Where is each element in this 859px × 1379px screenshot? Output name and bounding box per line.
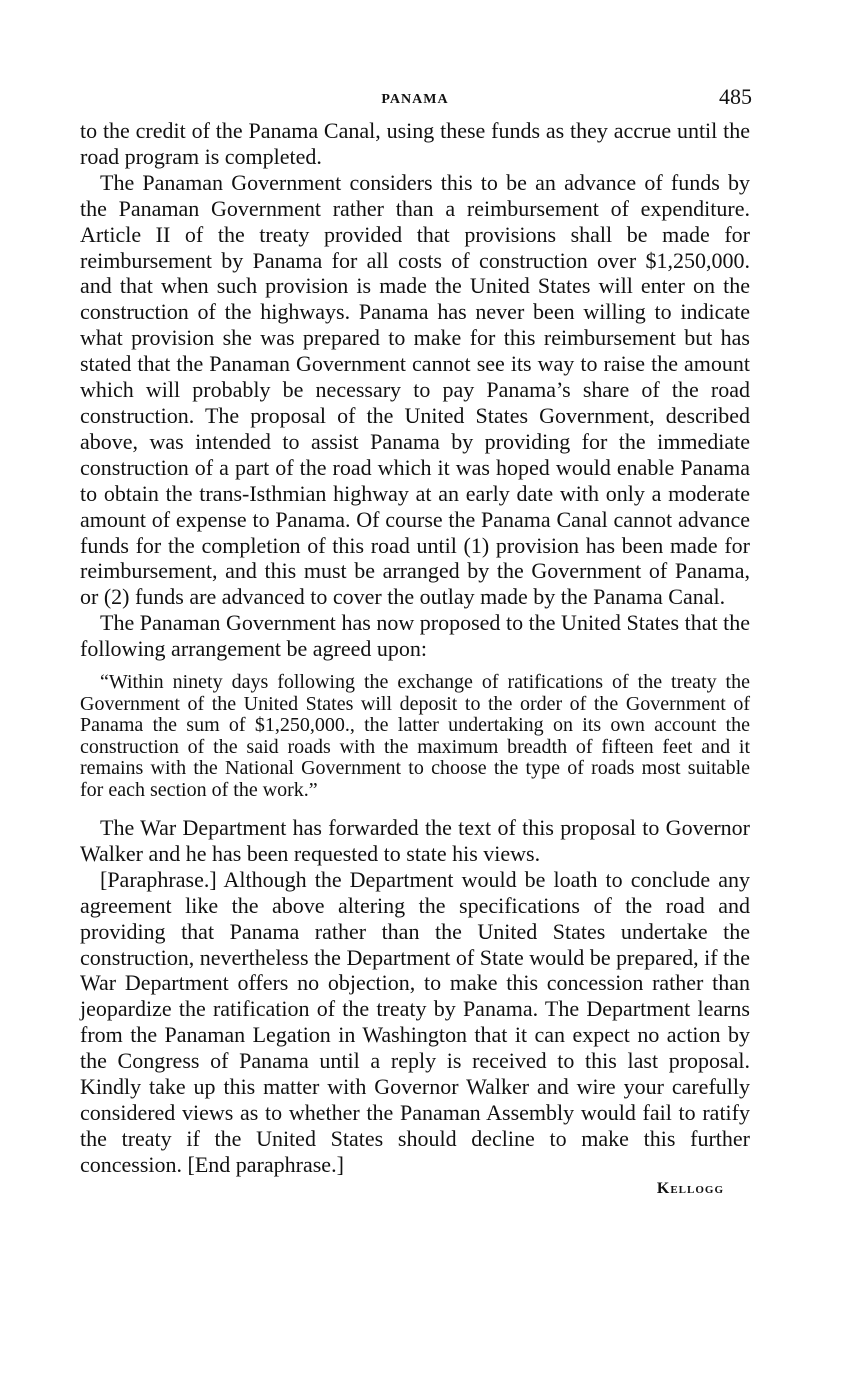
page-number: 485 (719, 84, 752, 109)
paragraph-paraphrase: [Paraphrase.] Although the Department would be loath to conclude any agreement like the above altering the specifications of the road and providing that Panama rather than the United States undertake the construction, nevertheless the Department of State would be prepared, if the War Department offers no objection, to make this concession rather than jeopardize the ratification of the treaty by Panama. The Department learns from the Panaman Legation in Washington that it can expect no action by the Congress of Panama until a reply is received to this last proposal. Kindly take up this matter with Governor Walker and wire your carefully considered views as to whether the Panaman Assembly would fail to ratify the treaty if the United States should decline to make this further concession. [End paraphrase.] (80, 866, 750, 1177)
block-quote-proposal: “Within ninety days following the exchange of ratifications of the treaty the Government of the United States will deposit to the order of the Government of Panama the sum of $1,250,000., the latter undertaking on its own account the construction of the said roads with the maximum breadth of fifteen feet and it remains with the National Government to choose the type of roads most suitable for each section of the work.” (80, 671, 750, 801)
paragraph-reimbursement: The Panaman Government considers this to be an advance of funds by the Panaman Government rather than a reimbursement of expenditure. Article II of the treaty provided that provisions shall be made for reimbursement by Panama for all costs of construction over $1,250,000. and that when such provision is made the United States will enter on the construction of the highways. Panama has never been willing to indicate what provision she was prepared to make for this reimbursement but has stated that the Panaman Government cannot see its way to raise the amount which will probably be necessary to pay Panama’s share of the road construction. The proposal of the United States Government, described above, was intended to assist Panama by providing for the immediate construction of a part of the road which it was hoped would enable Panama to obtain the trans-Isthmian highway at an early date with only a moderate amount of expense to Panama. Of course the Panama Canal cannot advance funds for the completion of this road until (1) provision has been made for reimbursement, and this must be arranged by the Government of Panama, or (2) funds are advanced to cover the outlay made by the Panama Canal. (80, 169, 750, 610)
paragraph-continuation: to the credit of the Panama Canal, using these funds as they accrue until the road program is completed. (80, 118, 750, 169)
running-title: PANAMA (381, 92, 449, 107)
document-page (80, 84, 750, 1200)
running-header (80, 84, 750, 118)
paragraph-war-department: The War Department has forwarded the text of this proposal to Governor Walker and he has been requested to state his views. (80, 815, 750, 866)
paragraph-proposal-intro: The Panaman Government has now proposed to the United States that the following arrangement be agreed upon: (80, 610, 750, 662)
signature-kellogg: Kellogg (656, 1179, 724, 1197)
